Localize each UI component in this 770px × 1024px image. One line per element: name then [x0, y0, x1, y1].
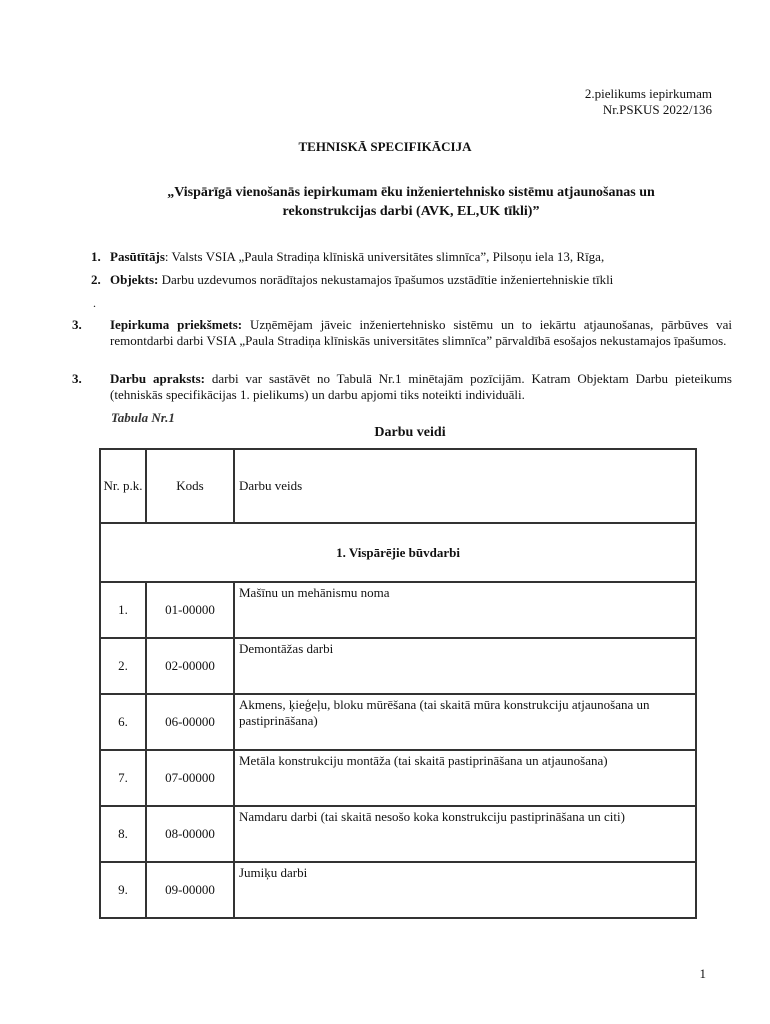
item-procurement-subject	[72, 317, 732, 349]
table-row	[100, 582, 696, 638]
table-row	[100, 694, 696, 750]
row-work-type-text: Metāla konstrukciju montāža (tai skaitā pastiprināšana un atjaunošana)	[239, 753, 608, 768]
procurement-number: Nr.PSKUS 2022/136	[602, 102, 712, 117]
subtitle-line-2: rekonstrukcijas darbi (AVK, EL,UK tīkli)”	[282, 204, 540, 219]
page-number: 1	[699, 966, 706, 981]
row-work-type-text: Namdaru darbi (tai skaitā nesošo koka konstrukciju pastiprināšana un citi)	[239, 809, 625, 824]
item-text: : Valsts VSIA „Paula Stradiņa klīniskā universitātes slimnīca”, Pilsoņu iela 13, Rīga,	[164, 249, 605, 264]
item-work-description	[72, 371, 732, 403]
document-title: TEHNISKĀ SPECIFIKĀCIJA	[298, 139, 472, 154]
item-number: 1.	[91, 249, 101, 264]
item-object	[91, 272, 713, 288]
table-row	[100, 638, 696, 694]
item-text: Darbu uzdevumos norādītajos nekustamajos īpašumos uzstādītie inženiertehniskie tīkli	[158, 272, 614, 287]
row-work-type	[234, 694, 696, 750]
row-work-type-text: Jumiķu darbi	[239, 865, 308, 880]
row-code: 06-00000	[146, 694, 234, 750]
document-subtitle	[100, 183, 722, 221]
table-row	[100, 806, 696, 862]
row-number: 9.	[100, 862, 146, 918]
item-client	[91, 249, 713, 265]
row-number: 1.	[100, 582, 146, 638]
table-title: Darbu veidi	[374, 425, 446, 440]
table-header-row	[100, 449, 696, 523]
header-code: Kods	[146, 449, 234, 523]
document-annex-reference	[585, 86, 712, 118]
item-text: darbi var sastāvēt no Tabulā Nr.1 minētajām pozīcijām. Katram Objektam Darbu pieteikums (tehniskās specifikācijas 1. pielikums) un darbu apjomi tiks noteikti individuāli.	[110, 371, 732, 402]
row-work-type	[234, 582, 696, 638]
table-row	[100, 862, 696, 918]
item-label: Iepirkuma priekšmets:	[110, 317, 243, 332]
annex-line: 2.pielikums iepirkumam	[584, 86, 712, 101]
item-label: Darbu apraksts:	[110, 371, 206, 386]
table-section-row	[100, 523, 696, 582]
item-text: Uzņēmējam jāveic inženiertehnisko sistēmu un to iekārtu atjaunošanas, pārbūves vai remontdarbi darbi VSIA „Paula Stradiņa klīniskās universitātes slimnīca” pārvaldībā esošajos nekustamajos īpašumos.	[110, 317, 732, 348]
row-code: 01-00000	[146, 582, 234, 638]
row-work-type-text: Akmens, ķieģeļu, bloku mūrēšana (tai skaitā mūra konstrukciju atjaunošana un pastiprināšana)	[239, 697, 650, 728]
row-work-type	[234, 806, 696, 862]
item-label: Objekts:	[110, 272, 159, 287]
row-work-type	[234, 862, 696, 918]
item-number: 2.	[91, 272, 101, 287]
row-number: 2.	[100, 638, 146, 694]
table-caption: Tabula Nr.1	[111, 410, 175, 425]
row-number: 7.	[100, 750, 146, 806]
row-number: 8.	[100, 806, 146, 862]
work-types-table	[99, 448, 697, 919]
row-code: 09-00000	[146, 862, 234, 918]
header-number: Nr. p.k.	[100, 449, 146, 523]
section-title: 1. Vispārējie būvdarbi	[100, 523, 696, 582]
row-work-type-text: Demontāžas darbi	[239, 641, 334, 656]
item-label: Pasūtītājs	[110, 249, 165, 264]
row-work-type	[234, 750, 696, 806]
row-work-type-text: Mašīnu un mehānismu noma	[239, 585, 390, 600]
table-row	[100, 750, 696, 806]
header-work-type: Darbu veids	[234, 449, 696, 523]
row-number: 6.	[100, 694, 146, 750]
row-code: 02-00000	[146, 638, 234, 694]
subtitle-line-1: „Vispārīgā vienošanās iepirkumam ēku inženiertehnisko sistēmu atjaunošanas un	[167, 185, 655, 200]
row-code: 08-00000	[146, 806, 234, 862]
item-number: 3.	[72, 317, 82, 332]
item-number: 3.	[72, 371, 82, 386]
separator-dot: .	[93, 296, 96, 310]
row-code: 07-00000	[146, 750, 234, 806]
row-work-type	[234, 638, 696, 694]
